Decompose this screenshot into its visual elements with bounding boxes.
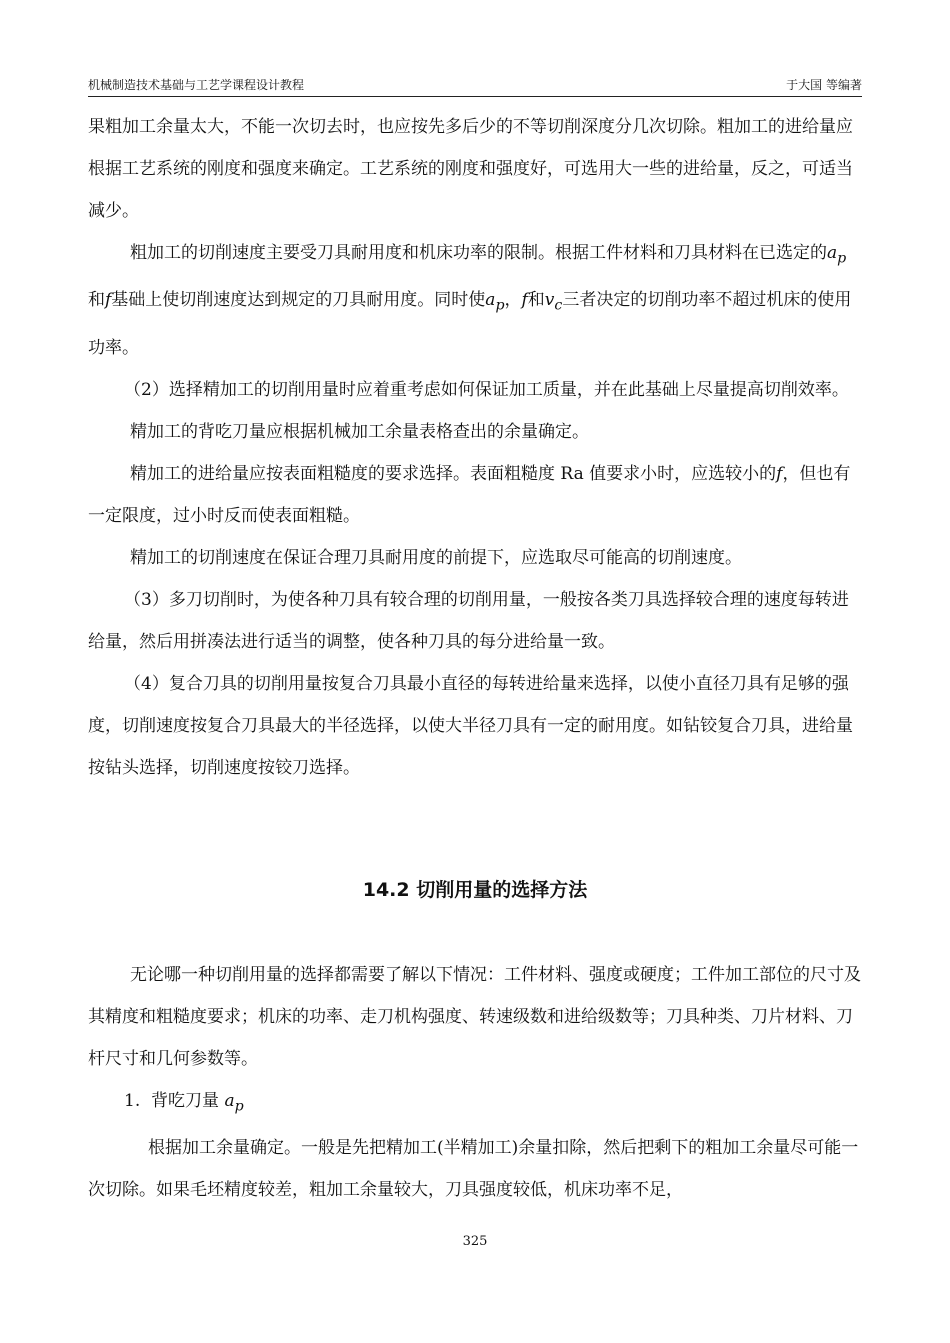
text-run: 基础上使切削速度达到规定的刀具耐用度。同时使: [111, 290, 486, 311]
symbol-ap: $a_p$: [224, 1091, 244, 1115]
paragraph-finish-feed: [88, 453, 862, 537]
body-text-lower: [88, 954, 862, 1211]
text-run: 精加工的进给量应按表面粗糙度的要求选择。表面粗糙度 Ra 值要求小时，应选较小的: [130, 463, 777, 484]
symbol-vc: $v_c$: [544, 290, 563, 314]
item-title: 背吃刀量: [151, 1091, 220, 1111]
section-number: 14.2: [362, 879, 410, 901]
text-run: 和: [88, 290, 105, 311]
header-author: 于大国 等编著: [786, 78, 862, 92]
text-run: ，但也有一定限度，过小时反而使表面粗糙。: [88, 463, 851, 526]
paragraph-finish-depth: 精加工的背吃刀量应根据机械加工余量表格查出的余量确定。: [130, 421, 589, 442]
section-heading: [88, 875, 862, 902]
paragraph-item-2: （2）选择精加工的切削用量时应着重考虑如何保证加工质量，并在此基础上尽量提高切削效率。: [124, 379, 849, 400]
paragraph-continuation: 果粗加工余量太大，不能一次切去时，也应按先多后少的不等切削深度分几次切除。粗加工的进给量应根据工艺系统的刚度和强度来确定。工艺系统的刚度和强度好，可选用大一些的进给量，反之，可适当减少。: [88, 117, 853, 221]
text-run: 三者决定的切削功率不超过机床的使用功率。: [88, 290, 852, 358]
subheading-depth-of-cut: [88, 1080, 862, 1127]
page-header: [88, 76, 862, 97]
text-run: ，: [504, 290, 522, 311]
paragraph-requirements: 无论哪一种切削用量的选择都需要了解以下情况：工件材料、强度或硬度；工件加工部位的尺寸及其精度和粗糙度要求；机床的功率、走刀机构强度、转速级数和进给级数等；刀具种类、刀片材料、刀杆尺寸和几何参数等。: [88, 965, 861, 1069]
symbol-f: f: [776, 463, 783, 484]
symbol-ap: $a_p$: [485, 290, 505, 314]
paragraph-item-4: （4）复合刀具的切削用量按复合刀具最小直径的每转进给量来选择，以使小直径刀具有足够的强度，切削速度按复合刀具最大的半径选择，以使大半径刀具有一定的耐用度。如钻铰复合刀具，进给量按钻头选择，切削速度按铰刀选择。: [88, 673, 853, 778]
section-title: 切削用量的选择方法: [416, 879, 588, 901]
paragraph-item-3: （3）多刀切削时，为使各种刀具有较合理的切削用量，一般按各类刀具选择较合理的速度每转进给量，然后用拼凑法进行适当的调整，使各种刀具的每分进给量一致。: [88, 589, 849, 652]
paragraph-rough-cutting-speed: [88, 232, 862, 369]
symbol-ap: $a_p$: [827, 243, 847, 267]
paragraph-finish-speed: 精加工的切削速度在保证合理刀具耐用度的前提下，应选取尽可能高的切削速度。: [130, 547, 742, 568]
symbol-f: f: [521, 290, 528, 311]
body-text-upper: [88, 106, 862, 789]
symbol-f: f: [105, 290, 112, 311]
text-run: 和: [527, 290, 545, 311]
paragraph-depth-of-cut: 根据加工余量确定。一般是先把精加工(半精加工)余量扣除，然后把剩下的粗加工余量尽可能一次切除。如果毛坯精度较差，粗加工余量较大，刀具强度较低，机床功率不足，: [88, 1138, 859, 1201]
text-run: 粗加工的切削速度主要受刀具耐用度和机床功率的限制。根据工件材料和刀具材料在已选定的: [130, 243, 827, 263]
header-book-title: 机械制造技术基础与工艺学课程设计教程: [88, 78, 305, 92]
item-number: 1.: [124, 1091, 141, 1111]
page-number: 325: [462, 1234, 488, 1249]
